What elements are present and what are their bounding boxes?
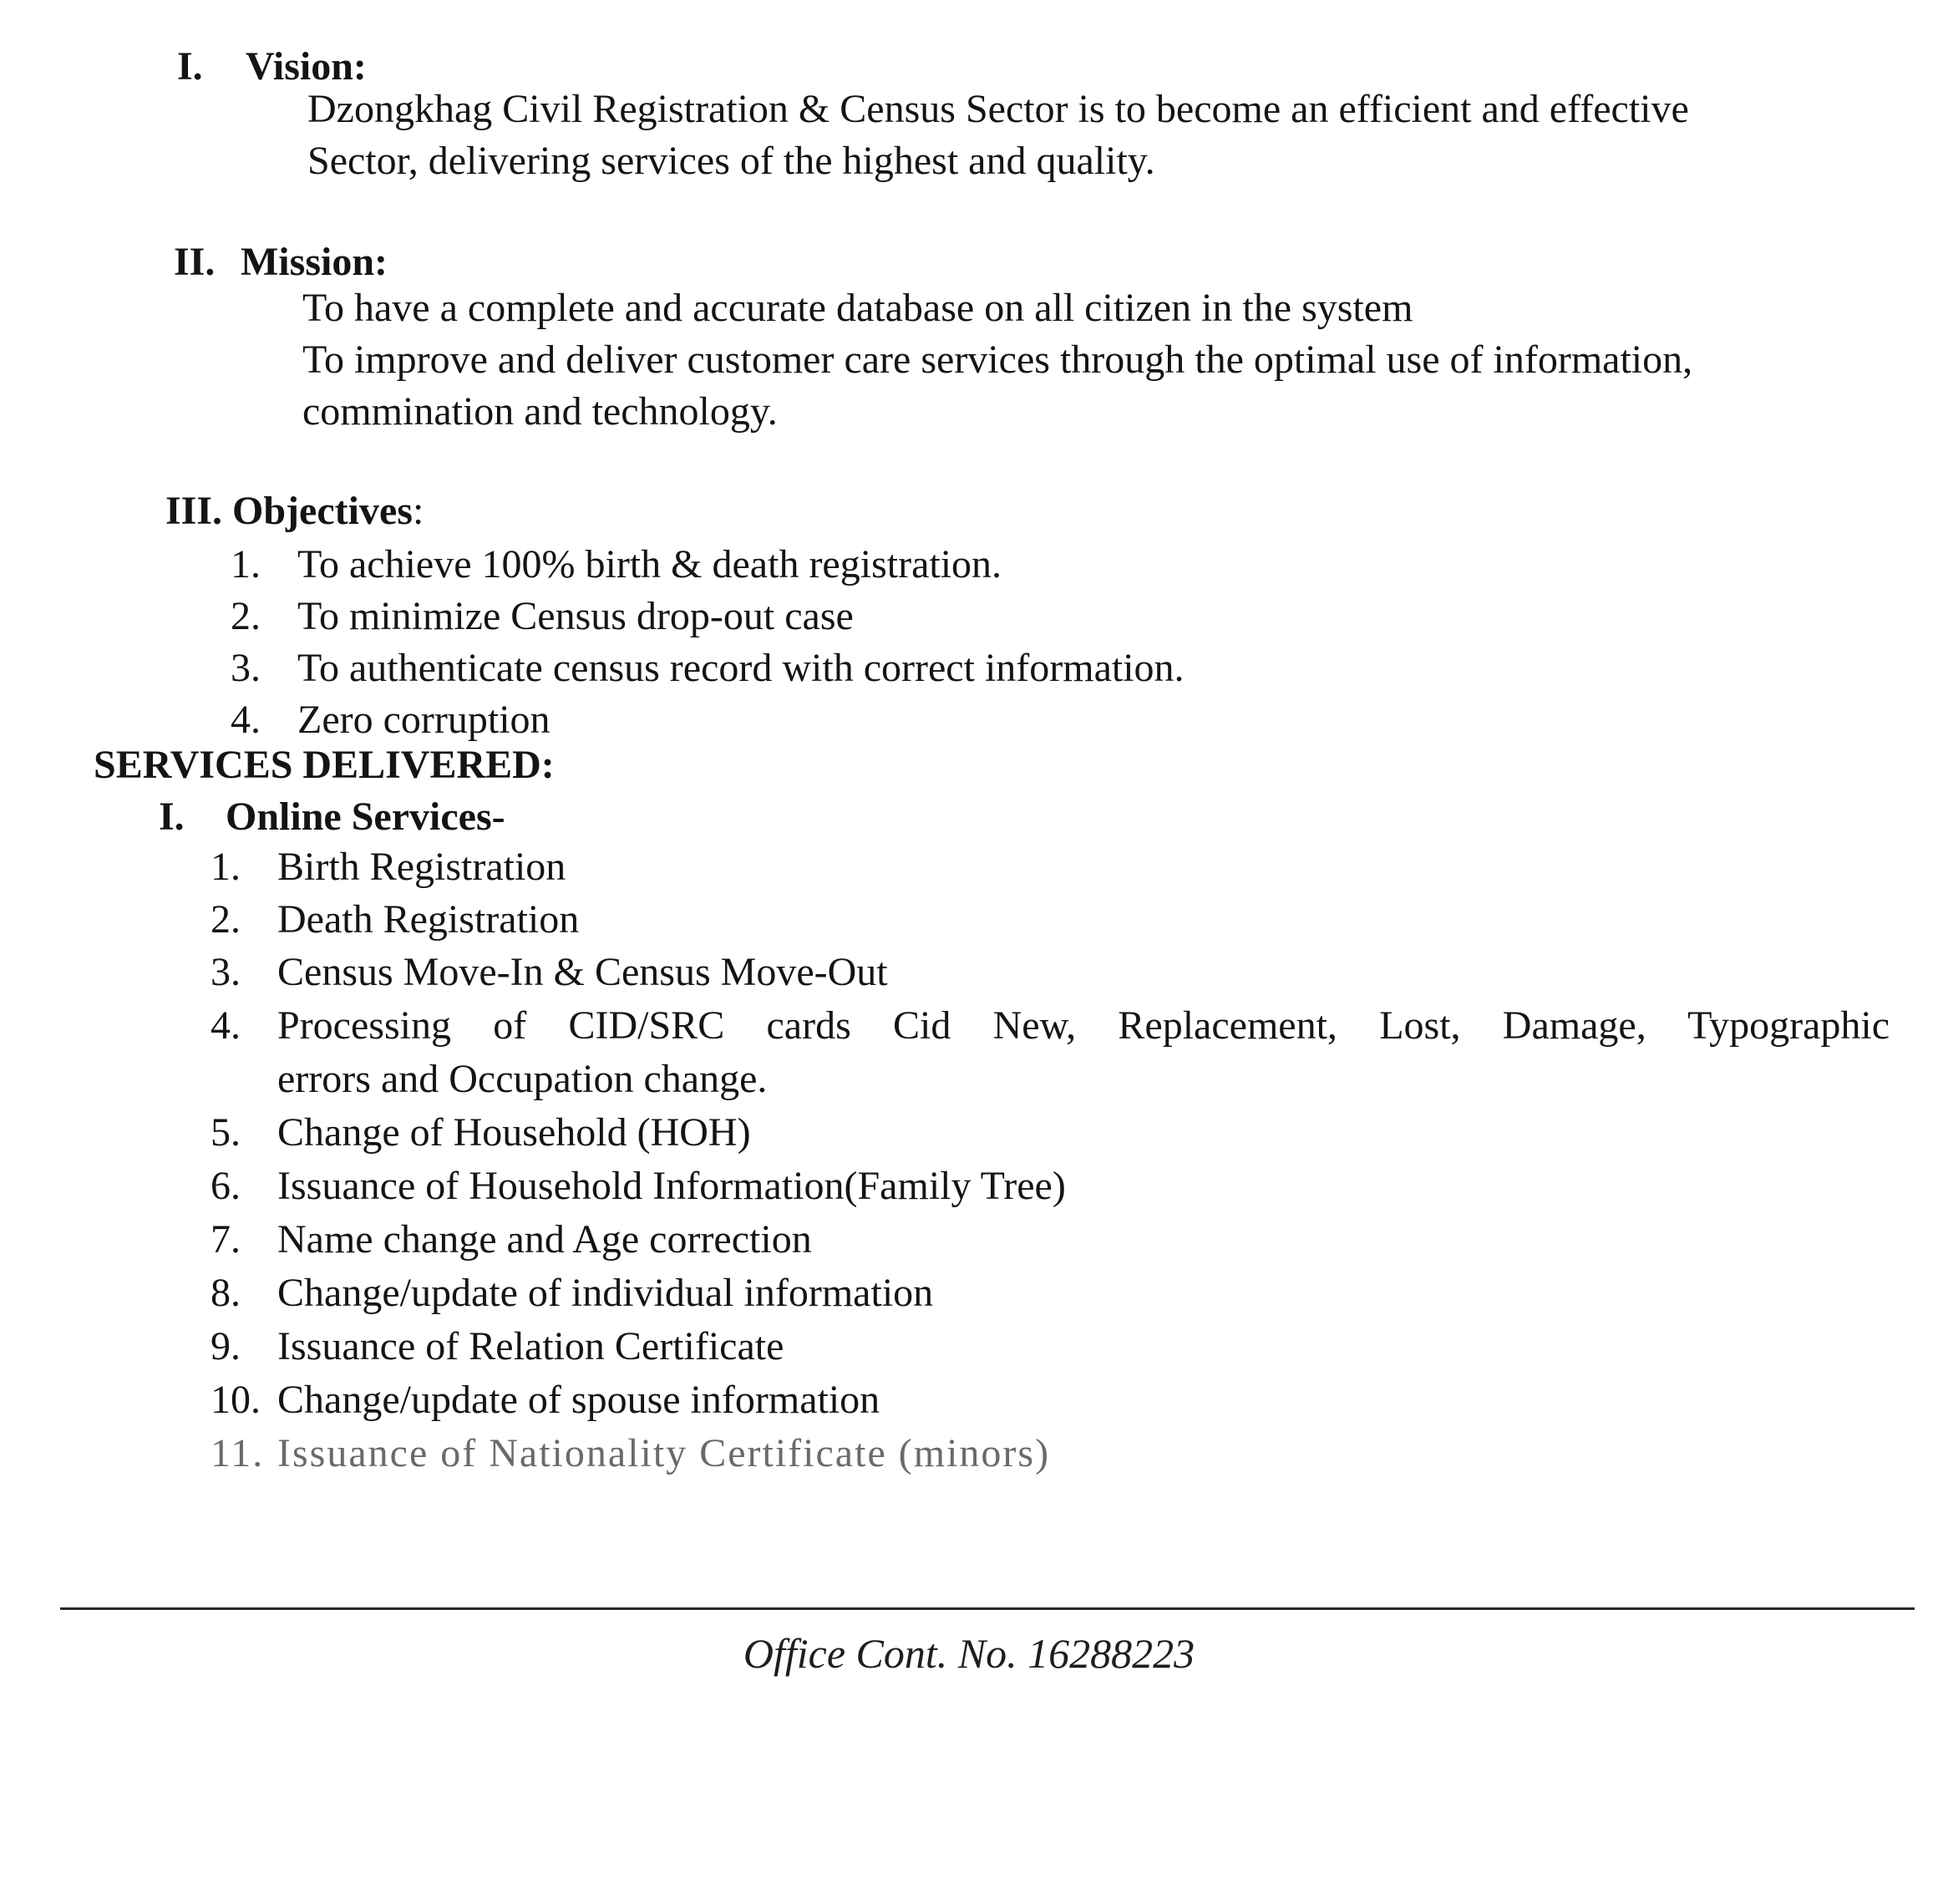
- item-number: 3.: [231, 646, 261, 690]
- list-item: [231, 593, 1185, 645]
- item-number: 7.: [211, 1217, 241, 1262]
- list-item: [211, 896, 1890, 949]
- footer-divider: [60, 1607, 1915, 1610]
- item-number: 8.: [211, 1271, 241, 1315]
- online-services-label: Online Services-: [226, 795, 505, 839]
- objectives-label: Objectives: [232, 489, 413, 533]
- item-number: 5.: [211, 1110, 241, 1155]
- online-services-heading: [159, 797, 505, 837]
- item-text: To achieve 100% birth & death registration.: [297, 542, 1002, 586]
- item-text: To minimize Census drop-out case: [297, 594, 854, 638]
- vision-text: [307, 84, 1689, 187]
- item-number: 4.: [211, 1003, 241, 1048]
- mission-numeral: II.: [174, 240, 216, 284]
- list-item: [231, 541, 1185, 593]
- item-text-block: [277, 1003, 1890, 1109]
- mission-label: Mission:: [241, 240, 388, 284]
- mission-heading: [174, 242, 388, 282]
- vision-label: Vision:: [246, 44, 367, 89]
- item-text: Issuance of Nationality Certificate (minors): [277, 1431, 1051, 1475]
- item-text: Change of Household (HOH): [277, 1110, 751, 1155]
- list-item: [211, 949, 1890, 1003]
- item-text: Zero corruption: [297, 698, 550, 742]
- mission-line-3: commination and technology.: [302, 389, 778, 434]
- mission-line-2: To improve and deliver customer care services through the optimal use of information,: [302, 338, 1693, 382]
- list-item: [231, 645, 1185, 697]
- item-number: 4.: [231, 698, 261, 742]
- item-text: Issuance of Household Information(Family Tree): [277, 1164, 1066, 1208]
- objectives-list: [231, 541, 1185, 749]
- item-text: Change/update of individual information: [277, 1271, 934, 1315]
- item-text: Death Registration: [277, 897, 580, 942]
- item-text: Processing of CID/SRC cards Cid New, Replacement, Lost, Damage, Typographic: [277, 1003, 1890, 1048]
- list-item: [211, 1270, 1890, 1323]
- list-item: [211, 1323, 1890, 1377]
- item-text-continuation: errors and Occupation change.: [277, 1057, 768, 1101]
- item-number: 1.: [231, 542, 261, 586]
- vision-line-1: Dzongkhag Civil Registration & Census Sector is to become an efficient and effective: [307, 87, 1689, 131]
- item-number: 6.: [211, 1164, 241, 1208]
- item-text: Census Move-In & Census Move-Out: [277, 950, 888, 994]
- item-text: Issuance of Relation Certificate: [277, 1324, 784, 1368]
- services-title: SERVICES DELIVERED:: [94, 743, 555, 787]
- item-number: 11.: [211, 1431, 265, 1475]
- item-number: 2.: [211, 897, 241, 942]
- list-item: [211, 1003, 1890, 1109]
- list-item: [211, 1216, 1890, 1270]
- services-list: [211, 844, 1890, 1484]
- vision-numeral: I.: [177, 44, 203, 89]
- mission-text: [302, 282, 1692, 438]
- list-item: [211, 1163, 1890, 1216]
- list-item: [231, 697, 1185, 749]
- item-text: Change/update of spouse information: [277, 1378, 880, 1422]
- item-number: 3.: [211, 950, 241, 994]
- mission-line-1: To have a complete and accurate database on all citizen in the system: [302, 286, 1413, 330]
- item-number: 1.: [211, 845, 241, 889]
- list-item: [211, 1109, 1890, 1163]
- vision-heading: [177, 44, 367, 89]
- list-item: [211, 844, 1890, 896]
- online-services-numeral: I.: [159, 795, 185, 839]
- item-number: 2.: [231, 594, 261, 638]
- vision-line-2: Sector, delivering services of the highest and quality.: [307, 139, 1155, 183]
- item-text: Birth Registration: [277, 845, 566, 889]
- office-contact: Office Cont. No. 16288223: [743, 1630, 1195, 1677]
- item-text: Name change and Age correction: [277, 1217, 812, 1262]
- list-item: [211, 1377, 1890, 1430]
- item-text: To authenticate census record with correct information.: [297, 646, 1185, 690]
- objectives-colon: :: [412, 489, 424, 533]
- list-item: [211, 1430, 1890, 1484]
- objectives-numeral: III.: [165, 489, 223, 533]
- item-number: 10.: [211, 1378, 261, 1422]
- objectives-heading: [165, 491, 424, 531]
- item-number: 9.: [211, 1324, 241, 1368]
